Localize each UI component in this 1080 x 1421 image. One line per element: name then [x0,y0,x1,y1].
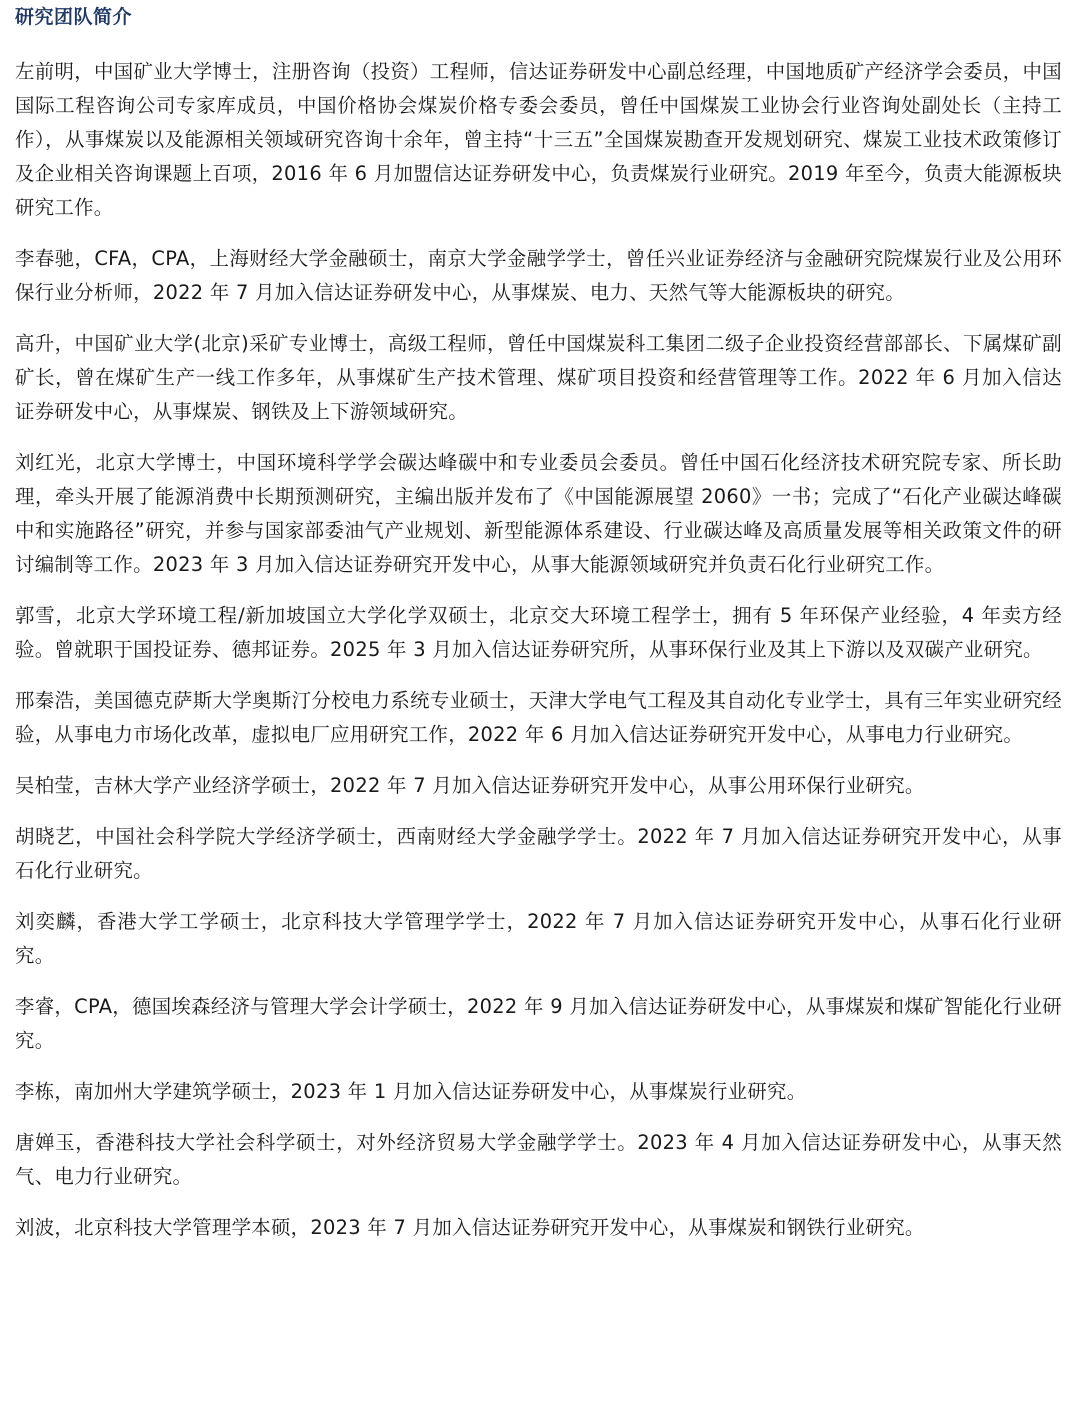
bio-paragraph: 高升，中国矿业大学(北京)采矿专业博士，高级工程师，曾任中国煤炭科工集团二级子企业投资经营部部长、下属煤矿副矿长，曾在煤矿生产一线工作多年，从事煤矿生产技术管理、煤矿项目投资和经营管理等工作。2022 年 6 月加入信达证券研发中心，从事煤炭、钢铁及上下游领域研究。 [15,332,1062,423]
bio-paragraph: 李春驰，CFA，CPA，上海财经大学金融硕士，南京大学金融学学士，曾任兴业证券经济与金融研究院煤炭行业及公用环保行业分析师，2022 年 7 月加入信达证券研发中心，从事煤炭、电力、天然气等大能源板块的研究。 [15,247,1062,304]
bio-paragraph: 胡晓艺，中国社会科学院大学经济学硕士，西南财经大学金融学学士。2022 年 7 月加入信达证券研究开发中心，从事石化行业研究。 [15,825,1062,882]
bio-paragraph: 左前明，中国矿业大学博士，注册咨询（投资）工程师，信达证券研发中心副总经理，中国地质矿产经济学会委员，中国国际工程咨询公司专家库成员，中国价格协会煤炭价格专委会委员，曾任中国煤炭工业协会行业咨询处副处长（主持工作），从事煤炭以及能源相关领域研究咨询十余年，曾主持“十三五”全国煤炭勘查开发规划研究、煤炭工业技术政策修订及企业相关咨询课题上百项，2016 年 6 月加盟信达证券研发中心，负责煤炭行业研究。2019 年至今，负责大能源板块研究工作。 [15,60,1062,219]
bio-paragraph: 唐婵玉，香港科技大学社会科学硕士，对外经济贸易大学金融学学士。2023 年 4 月加入信达证券研发中心，从事天然气、电力行业研究。 [15,1131,1062,1188]
bio-paragraph: 李栋，南加州大学建筑学硕士，2023 年 1 月加入信达证券研发中心，从事煤炭行业研究。 [15,1080,807,1103]
bio-paragraph: 刘红光，北京大学博士，中国环境科学学会碳达峰碳中和专业委员会委员。曾任中国石化经济技术研究院专家、所长助理，牵头开展了能源消费中长期预测研究，主编出版并发布了《中国能源展望 2060》一书；完成了“石化产业碳达峰碳中和实施路径”研究，并参与国家部委油气产业规划、新型能源体系建设、行业碳达峰及高质量发展等相关政策文件的研讨编制等工作。2023 年 3 月加入信达证券研究开发中心，从事大能源领域研究并负责石化行业研究工作。 [15,451,1062,576]
bio-paragraph: 吴柏莹，吉林大学产业经济学硕士，2022 年 7 月加入信达证券研究开发中心，从事公用环保行业研究。 [15,774,925,797]
bio-paragraph: 刘奕麟，香港大学工学硕士，北京科技大学管理学学士，2022 年 7 月加入信达证券研究开发中心，从事石化行业研究。 [15,910,1062,967]
bio-paragraph: 邢秦浩，美国德克萨斯大学奥斯汀分校电力系统专业硕士，天津大学电气工程及其自动化专业学士，具有三年实业研究经验，从事电力市场化改革，虚拟电厂应用研究工作，2022 年 6 月加入信达证券研究开发中心，从事电力行业研究。 [15,689,1062,746]
bio-paragraph: 李睿，CPA，德国埃森经济与管理大学会计学硕士，2022 年 9 月加入信达证券研发中心，从事煤炭和煤矿智能化行业研究。 [15,995,1062,1052]
bio-paragraph: 刘波，北京科技大学管理学本硕，2023 年 7 月加入信达证券研究开发中心，从事煤炭和钢铁行业研究。 [15,1216,925,1239]
section-title: 研究团队简介 [15,6,133,28]
bio-paragraph: 郭雪，北京大学环境工程/新加坡国立大学化学双硕士，北京交大环境工程学士，拥有 5 年环保产业经验，4 年卖方经验。曾就职于国投证券、德邦证券。2025 年 3 月加入信达证券研究所，从事环保行业及其上下游以及双碳产业研究。 [15,604,1062,661]
